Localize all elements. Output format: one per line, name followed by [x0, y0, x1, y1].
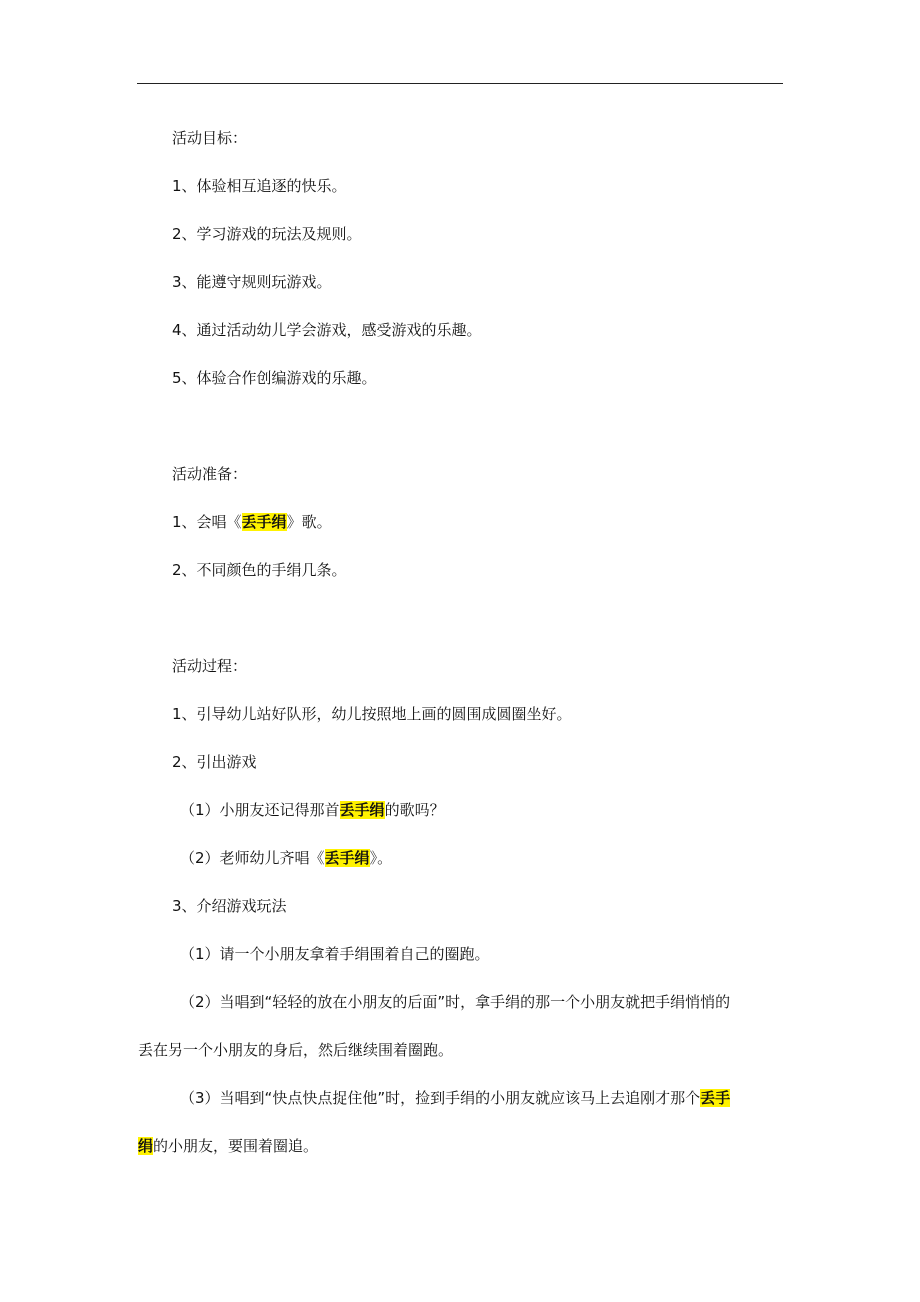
- step-3: 3、介绍游戏玩法: [172, 897, 287, 915]
- step-2-1: [180, 800, 445, 820]
- prep-item-1-post: 》歌。: [286, 513, 332, 531]
- step-2-1-post: 的歌吗？: [384, 801, 445, 819]
- step-3-2: [138, 992, 784, 1062]
- step-1: 1、引导幼儿站好队形，幼儿按照地上画的圆围成圆圈坐好。: [172, 705, 572, 723]
- highlight-song-title: 绢: [138, 1137, 154, 1155]
- goal-item: 1、体验相互追逐的快乐。: [172, 177, 347, 195]
- step-2-2-post: 》。: [369, 849, 393, 867]
- goal-item: 3、能遵守规则玩游戏。: [172, 273, 332, 291]
- goal-item: 2、学习游戏的玩法及规则。: [172, 225, 362, 243]
- step-2: 2、引出游戏: [172, 753, 257, 771]
- step-2-2-pre: （2）老师幼儿齐唱《: [180, 849, 325, 867]
- step-3-3: [138, 1088, 784, 1158]
- process-heading: 活动过程：: [172, 657, 248, 675]
- prep-item-1-pre: 1、会唱《: [172, 513, 242, 531]
- step-3-3-line1-text: （3）当唱到“快点快点捉住他”时，捡到手绢的小朋友就应该马上去追刚才那个: [180, 1089, 701, 1107]
- step-3-3-line2-text: 的小朋友，要围着圈追。: [153, 1137, 319, 1155]
- goal-item: 4、通过活动幼儿学会游戏，感受游戏的乐趣。: [172, 321, 482, 339]
- step-3-1: （1）请一个小朋友拿着手绢围着自己的圈跑。: [180, 945, 490, 963]
- goal-item: 5、体验合作创编游戏的乐趣。: [172, 369, 377, 387]
- goals-heading: 活动目标：: [172, 129, 248, 147]
- prep-heading: 活动准备：: [172, 465, 248, 483]
- prep-item-1: [172, 512, 332, 532]
- step-2-2: [180, 848, 392, 868]
- header-rule: [137, 83, 783, 84]
- highlight-song-title: 丢手: [700, 1089, 731, 1107]
- highlight-song-title: 丢手绢: [241, 513, 287, 531]
- highlight-song-title: 丢手绢: [324, 849, 370, 867]
- step-3-3-line2: [138, 1136, 318, 1156]
- step-3-2-line2: 丢在另一个小朋友的身后，然后继续围着圈跑。: [138, 1041, 454, 1059]
- highlight-song-title: 丢手绢: [339, 801, 385, 819]
- prep-item-2: 2、不同颜色的手绢几条。: [172, 561, 347, 579]
- step-3-3-line1: [180, 1088, 730, 1108]
- step-3-2-line1: （2）当唱到“轻轻的放在小朋友的后面”时，拿手绢的那一个小朋友就把手绢悄悄的: [180, 993, 731, 1011]
- step-2-1-pre: （1）小朋友还记得那首: [180, 801, 340, 819]
